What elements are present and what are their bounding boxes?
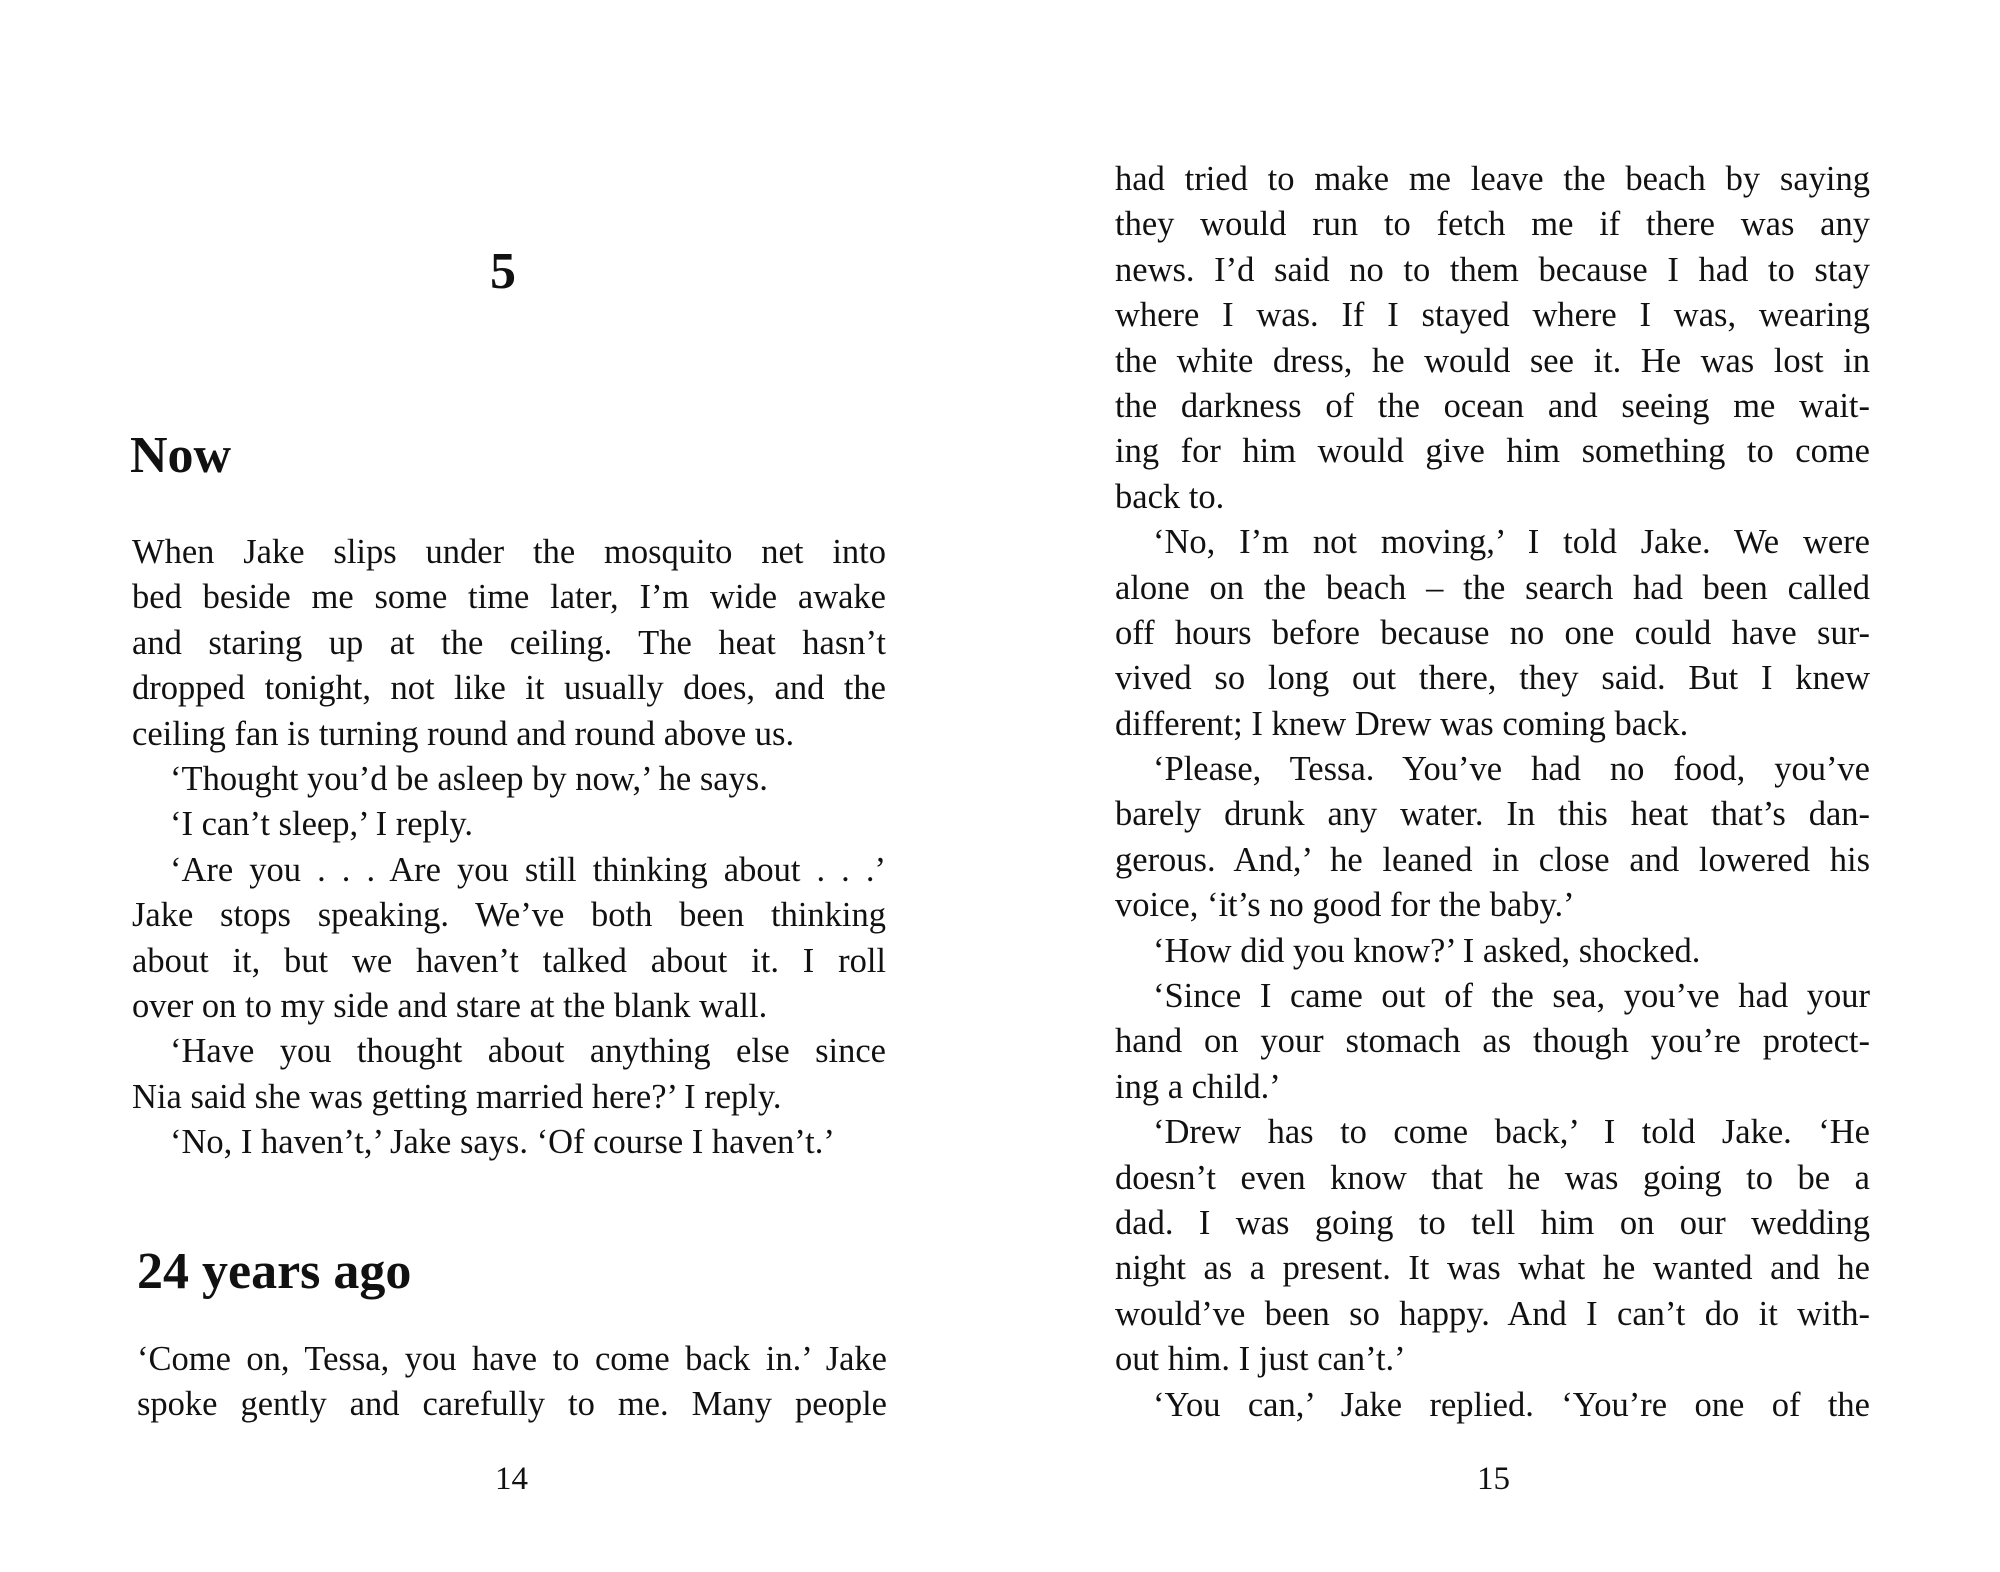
text-line: the white dress, he would see it. He was lost in	[1115, 341, 1870, 380]
text-line: ‘Come on, Tessa, you have to come back in.’ Jake	[137, 1340, 887, 1378]
text-line: ‘How did you know?’ I asked, shocked.	[1153, 931, 1701, 970]
text-line: back to.	[1115, 477, 1225, 516]
text-line: vived so long out there, they said. But I knew	[1115, 659, 1870, 698]
text-line: dropped tonight, not like it usually does, and the	[132, 669, 886, 708]
text-line: out him. I just can’t.’	[1115, 1340, 1406, 1379]
text-line: Jake stops speaking. We’ve both been thinking	[132, 896, 886, 935]
paragraphs-right	[1115, 157, 1870, 1428]
text-line: ‘I can’t sleep,’ I reply.	[170, 805, 474, 844]
text-line: spoke gently and carefully to me. Many people	[137, 1385, 887, 1424]
text-line: ‘You can,’ Jake replied. ‘You’re one of the	[1153, 1385, 1870, 1424]
text-line: and staring up at the ceiling. The heat hasn’t	[132, 623, 886, 662]
text-line: over on to my side and stare at the blank wall.	[132, 986, 768, 1025]
text-line: off hours before because no one could have sur-	[1115, 613, 1870, 652]
text-line: night as a present. It was what he wanted and he	[1115, 1249, 1870, 1288]
text-line: the darkness of the ocean and seeing me wait-	[1115, 386, 1870, 425]
text-line: gerous. And,’ he leaned in close and lowered his	[1115, 840, 1870, 879]
text-line: ‘Thought you’d be asleep by now,’ he says.	[170, 759, 768, 798]
text-line: news. I’d said no to them because I had to stay	[1115, 250, 1870, 289]
text-line: ‘No, I’m not moving,’ I told Jake. We were	[1153, 523, 1870, 562]
text-line: where I was. If I stayed where I was, wearing	[1115, 296, 1870, 335]
text-line: barely drunk any water. In this heat that’s dan-	[1115, 795, 1870, 834]
page-number-left: 14	[495, 1461, 528, 1497]
text-line: ing for him would give him something to come	[1115, 432, 1870, 471]
text-line: about it, but we haven’t talked about it. I roll	[132, 941, 886, 980]
text-line: When Jake slips under the mosquito net into	[132, 533, 886, 571]
text-line: ‘Drew has to come back,’ I told Jake. ‘He	[1153, 1113, 1870, 1152]
text-line: ‘Please, Tessa. You’ve had no food, you’ve	[1153, 750, 1870, 789]
text-line: Nia said she was getting married here?’ I reply.	[132, 1077, 782, 1116]
text-line: ceiling fan is turning round and round above us.	[132, 714, 795, 753]
text-line: would’ve been so happy. And I can’t do it with-	[1115, 1294, 1870, 1333]
text-line: dad. I was going to tell him on our wedding	[1115, 1203, 1870, 1242]
section-heading-now: Now	[130, 427, 232, 484]
text-line: ‘Since I came out of the sea, you’ve had your	[1153, 977, 1870, 1016]
text-line: ‘Are you . . . Are you still thinking about . . .’	[170, 850, 886, 889]
text-line: hand on your stomach as though you’re protect-	[1115, 1022, 1870, 1061]
right-page	[1000, 0, 2000, 1572]
text-line: bed beside me some time later, I’m wide awake	[132, 578, 886, 617]
section-heading-24-years-ago: 24 years ago	[137, 1243, 412, 1300]
text-line: had tried to make me leave the beach by saying	[1115, 160, 1870, 198]
text-line: alone on the beach – the search had been called	[1115, 568, 1870, 607]
text-line: different; I knew Drew was coming back.	[1115, 704, 1689, 743]
text-line: voice, ‘it’s no good for the baby.’	[1115, 886, 1575, 925]
text-line: ing a child.’	[1115, 1067, 1281, 1106]
text-line: ‘Have you thought about anything else since	[170, 1032, 886, 1071]
page-number-right: 15	[1477, 1461, 1510, 1497]
text-line: ‘No, I haven’t,’ Jake says. ‘Of course I haven’t.’	[170, 1123, 835, 1162]
text-line: they would run to fetch me if there was any	[1115, 205, 1870, 244]
text-line: doesn’t even know that he was going to be a	[1115, 1158, 1870, 1197]
chapter-number: 5	[490, 243, 516, 300]
paragraphs-now	[132, 530, 886, 1165]
paragraphs-24-years-ago	[137, 1337, 887, 1428]
